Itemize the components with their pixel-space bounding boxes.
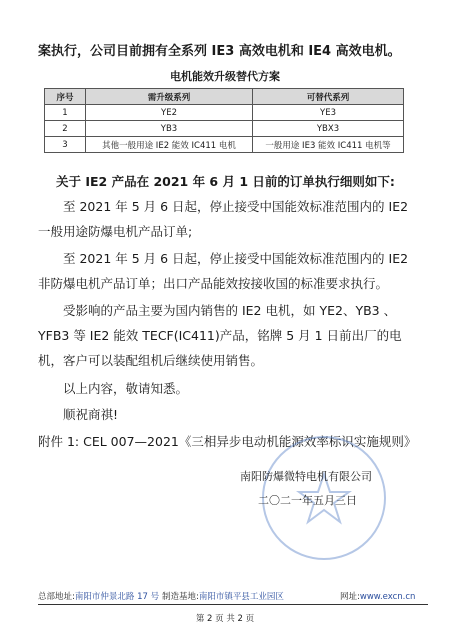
table-cell: YE2	[86, 105, 253, 121]
paragraph-2: 至 2021 年 5 月 6 日起，停止接受中国能效标准范围内的 IE2 非防爆电机产品订单；出口产品能效按接收国的标准要求执行。	[38, 251, 409, 291]
footer-web-label: 网址:	[340, 592, 360, 602]
intro-line: 案执行，公司目前拥有全系列 IE3 高效电机和 IE4 高效电机。	[38, 44, 401, 59]
paragraph-4: 以上内容，敬请知悉。	[63, 381, 189, 396]
table-cell: 1	[45, 105, 86, 121]
paragraph-5: 顺祝商祺!	[63, 407, 119, 422]
footer-address-label: 总部地址:	[38, 592, 75, 602]
footer-base-label: 制造基地:	[162, 592, 199, 602]
signature-date: 二〇二一年五月三日	[258, 494, 357, 507]
footer-web-link[interactable]: www.excn.cn	[359, 592, 416, 602]
header-index: 序号	[45, 89, 86, 105]
page-number: 第 2 页 共 2 页	[195, 614, 255, 624]
footer-base	[162, 590, 284, 602]
footer-base-value: 南阳市镇平县工业园区	[198, 592, 284, 602]
paragraph-3: 受影响的产品主要为国内销售的 IE2 电机，如 YE2、YB3 、YFB3 等 IE2 能效 TECF(IC411)产品，铭牌 5 月 1 日前出厂的电机，客户可以装配组机后继续使用销售。	[38, 303, 402, 368]
section-heading: 关于 IE2 产品在 2021 年 6 月 1 日前的订单执行细则如下:	[56, 174, 395, 189]
table-title: 电机能效升级替代方案	[170, 70, 280, 83]
footer-web	[340, 590, 415, 602]
paragraph-1: 至 2021 年 5 月 6 日起，停止接受中国能效标准范围内的 IE2 一般用途防爆电机产品订单;	[38, 199, 409, 239]
table-cell: YB3	[86, 121, 253, 137]
table-cell: 一般用途 IE3 能效 IC411 电机等	[253, 137, 404, 153]
footer-address	[38, 590, 159, 602]
table-row	[45, 137, 404, 153]
table-cell: 其他一般用途 IE2 能效 IC411 电机	[86, 137, 253, 153]
table-cell: YE3	[253, 105, 404, 121]
footer-address-value: 南阳市仲景北路 17 号	[74, 592, 160, 602]
table-row	[45, 121, 404, 137]
attachment-line: 附件 1: CEL 007—2021《三相异步电动机能源效率标识实施规则》	[38, 434, 417, 449]
company-name: 南阳防爆微特电机有限公司	[240, 470, 372, 483]
upgrade-table	[44, 88, 404, 153]
header-upgrade-series: 需升级系列	[86, 89, 253, 105]
footer-divider	[38, 604, 428, 605]
header-replacement-series: 可替代系列	[253, 89, 404, 105]
table-row	[45, 105, 404, 121]
table-cell: 3	[45, 137, 86, 153]
table-cell: 2	[45, 121, 86, 137]
table-cell: YBX3	[253, 121, 404, 137]
table-header-row	[45, 89, 404, 105]
